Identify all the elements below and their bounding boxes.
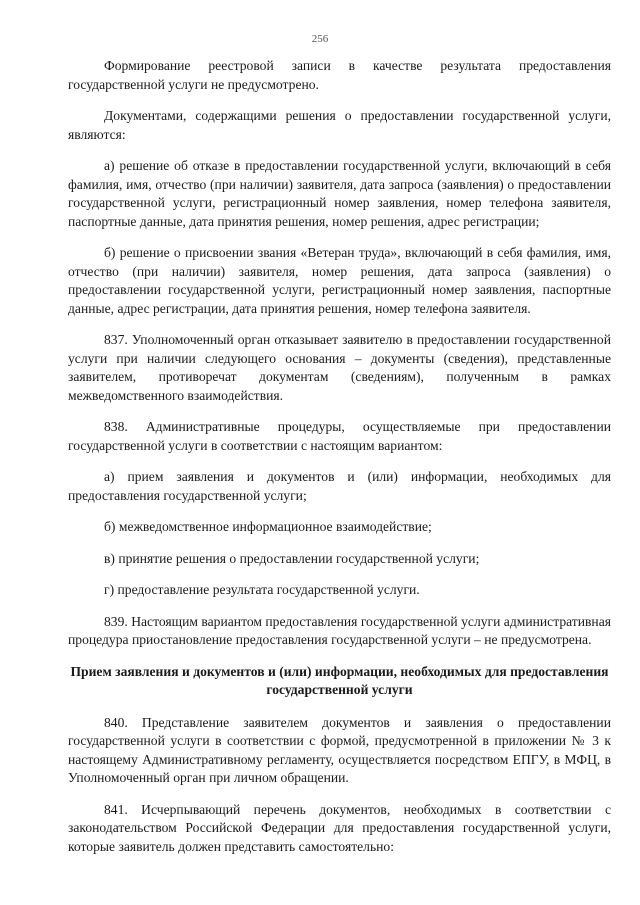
procedure-item-b: б) межведомственное информационное взаимодействие; <box>104 519 432 534</box>
paragraph: Документами, содержащими решения о предоставлении государственной услуги, являются: <box>68 108 611 142</box>
page-number: 256 <box>311 33 329 45</box>
list-item-a: а) решение об отказе в предоставлении государственной услуги, включающий в себя фамилия, имя, отчество (при наличии) заявителя, дата запроса (заявления) о предоставлении государственной услуги, регистрационный номер заявления, номер телефона заявителя, паспортные данные, дата принятия решения, номер решения, адрес регистрации; <box>68 158 611 229</box>
clause-837: 837. Уполномоченный орган отказывает заявителю в предоставлении государственной услуги при наличии следующего основания – документы (сведения), представленные заявителем, противоречат документам (сведениям), полученным в рамках межведомственного взаимодействия. <box>68 332 611 403</box>
clause-840: 840. Представление заявителем документов и заявления о предоставлении государственной услуги в соответствии с формой, предусмотренной в приложении № 3 к настоящему Административному регламенту, осуществляется посредством ЕПГУ, в МФЦ, в Уполномоченный орган при личном обращении. <box>68 714 611 785</box>
procedure-item-v: в) принятие решения о предоставлении государственной услуги; <box>104 550 480 566</box>
clause-839: 839. Настоящим вариантом предоставления государственной услуги административная процедура приостановление предоставления государственной услуги – не предусмотрена. <box>68 613 611 647</box>
clause-838: 838. Административные процедуры, осуществляемые при предоставлении государственной услуги в соответствии с настоящим вариантом: <box>68 419 611 453</box>
list-item-b: б) решение о присвоении звания «Ветеран труда», включающий в себя фамилия, имя, отчество (при наличии) заявителя, номер решения, дата запроса (заявления) о предоставлении государственной услуги, регистрационный номер заявления, паспортные данные, адрес регистрации, дата принятия решения, номер телефона заявителя. <box>68 245 611 316</box>
procedure-item-g: г) предоставление результата государственной услуги. <box>104 582 420 597</box>
clause-841: 841. Исчерпывающий перечень документов, необходимых в соответствии с законодательством Российской Федерации для предоставления государственной услуги, которые заявитель должен представить самостоятельно: <box>68 801 611 854</box>
procedure-item-a: а) прием заявления и документов и (или) информации, необходимых для предоставления государственной услуги; <box>68 469 611 503</box>
page-content <box>68 57 611 869</box>
paragraph: Формирование реестровой записи в качестве результата предоставления государственной услуги не предусмотрено. <box>68 58 611 92</box>
section-heading: Прием заявления и документов и (или) информации, необходимых для предоставления государственной услуги <box>70 663 609 697</box>
